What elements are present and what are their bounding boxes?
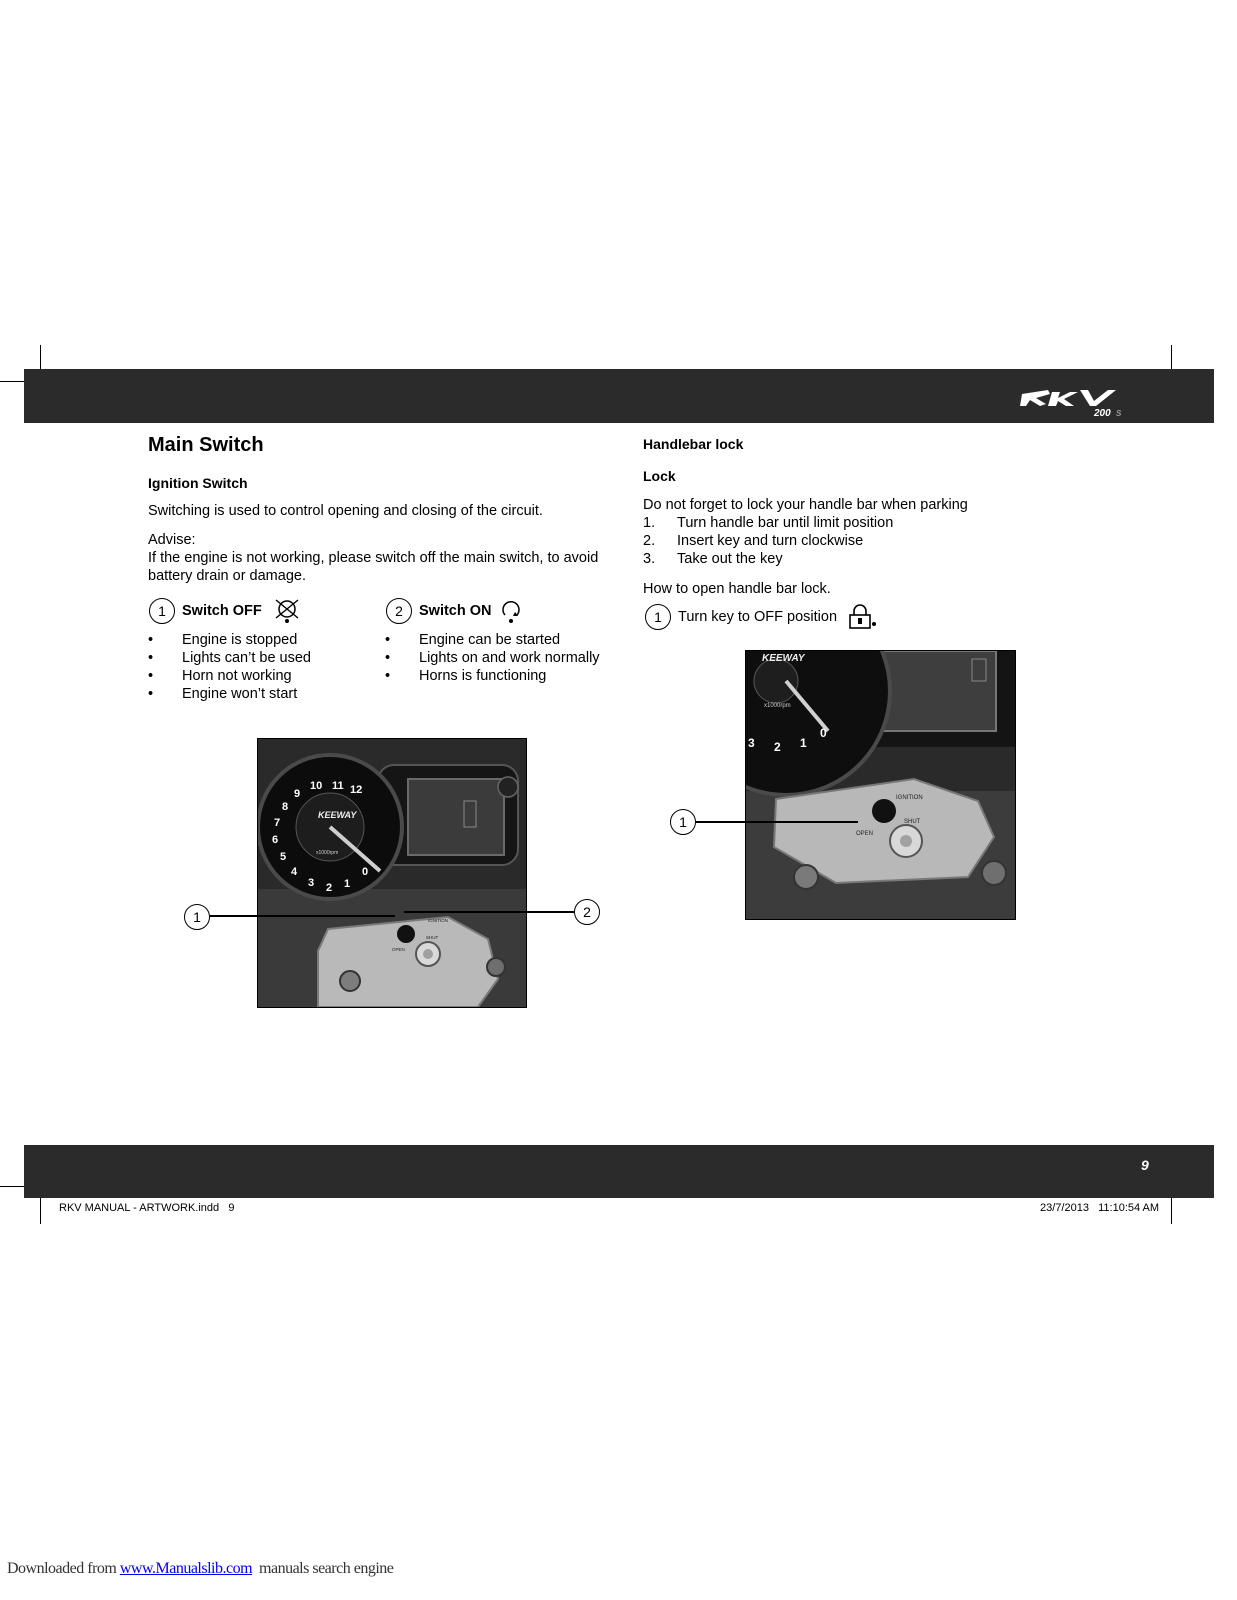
watermark-suffix: manuals search engine xyxy=(252,1560,394,1577)
number-circle: 2 xyxy=(386,598,412,624)
gauge-label: 1 xyxy=(800,736,807,750)
padlock-icon xyxy=(848,604,878,630)
open-label: OPEN xyxy=(392,947,405,952)
gauge-label: 3 xyxy=(748,736,755,750)
crop-mark xyxy=(0,1186,24,1187)
section-title: Handlebar lock xyxy=(643,436,744,452)
gauge-label: 9 xyxy=(294,788,301,800)
number-circle: 1 xyxy=(645,604,671,630)
slug-left: RKV MANUAL - ARTWORK.indd 9 xyxy=(59,1202,235,1214)
gauge-label: 4 xyxy=(291,866,298,878)
number-circle: 1 xyxy=(149,598,175,624)
key-off-icon xyxy=(273,598,301,624)
shut-label: SHUT xyxy=(904,819,921,825)
ignition-label: IGNITION xyxy=(428,918,448,923)
gauge-label: 12 xyxy=(350,784,363,796)
gauge-label: 10 xyxy=(310,780,323,792)
shut-label: SHUT xyxy=(426,935,439,940)
switch-on-label: Switch ON xyxy=(419,603,492,619)
gauge-unit: x1000rpm xyxy=(764,703,791,709)
key-on-icon xyxy=(499,598,523,624)
advise-label: Advise: xyxy=(148,532,196,548)
gauge-label: 2 xyxy=(774,740,781,754)
gauge-label: 1 xyxy=(344,878,351,890)
ignition-switch-photo xyxy=(257,738,527,1008)
callout-line xyxy=(210,915,395,917)
svg-text:S: S xyxy=(1116,409,1122,418)
page-title: Main Switch xyxy=(148,434,264,456)
manualslib-link[interactable]: www.Manualslib.com xyxy=(119,1560,253,1577)
gauge-label: 2 xyxy=(326,882,333,894)
crop-mark xyxy=(1171,1198,1172,1224)
watermark-prefix: Downloaded from xyxy=(7,1560,120,1577)
open-label: OPEN xyxy=(856,831,874,837)
callout-circle: 1 xyxy=(670,809,696,835)
gauge-label: 0 xyxy=(820,726,827,740)
gauge-label: 0 xyxy=(362,866,369,878)
callout-circle: 2 xyxy=(574,899,600,925)
page-number: 9 xyxy=(1141,1157,1149,1173)
intro-text: Do not forget to lock your handle bar when parking xyxy=(643,497,968,513)
instruction-text: Turn key to OFF position xyxy=(678,609,838,625)
gauge-label: 3 xyxy=(308,877,315,889)
crop-mark xyxy=(0,381,24,382)
slug-right: 23/7/2013 11:10:54 AM xyxy=(1040,1202,1160,1214)
callout-line xyxy=(404,911,574,913)
section-subtitle: Lock xyxy=(643,468,676,484)
gauge-label: 6 xyxy=(272,834,279,846)
crop-mark xyxy=(40,1198,41,1224)
intro-text: Switching is used to control opening and closing of the circuit. xyxy=(148,503,543,519)
gauge-brand: KEEWAY xyxy=(762,653,805,664)
how-to-text: How to open handle bar lock. xyxy=(643,581,831,597)
callout-line xyxy=(696,821,858,823)
switch-off-label: Switch OFF xyxy=(182,603,262,619)
section-subtitle: Ignition Switch xyxy=(148,475,248,491)
advise-text: battery drain or damage. xyxy=(148,568,306,584)
svg-text:200: 200 xyxy=(1094,408,1111,419)
callout-circle: 1 xyxy=(184,904,210,930)
gauge-label: 8 xyxy=(282,801,289,813)
advise-text: If the engine is not working, please switch off the main switch, to avoid xyxy=(148,550,599,566)
gauge-label: 7 xyxy=(274,817,281,829)
gauge-label: 11 xyxy=(332,780,344,792)
gauge-brand: KEEWAY xyxy=(318,810,357,820)
rkv-logo xyxy=(1018,386,1148,420)
ignition-label: IGNITION xyxy=(896,795,923,801)
footer-band xyxy=(24,1145,1214,1198)
header-band xyxy=(24,369,1214,423)
download-watermark xyxy=(0,1542,393,1578)
handlebar-lock-photo xyxy=(745,650,1016,920)
gauge-unit: x1000rpm xyxy=(316,850,339,856)
gauge-label: 5 xyxy=(280,851,287,863)
